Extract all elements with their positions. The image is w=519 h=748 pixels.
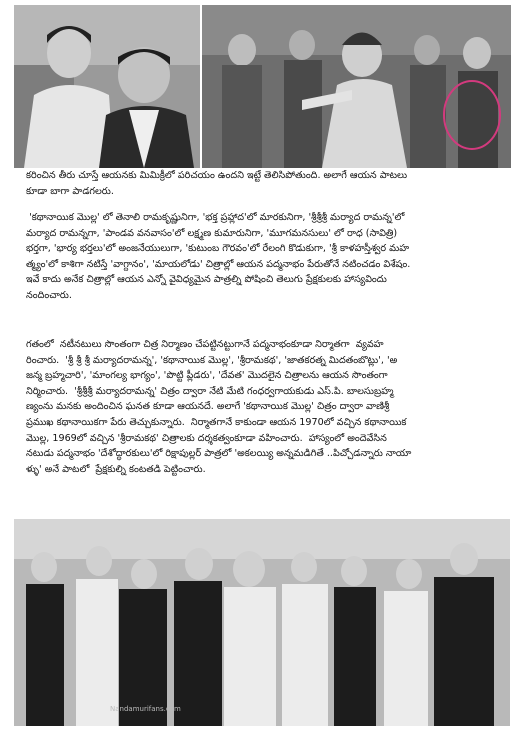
paragraph-line: నిర్మించారు. 'శ్రీశ్రీశ్రీ మర్యాదరామన్న' చిత్రం ద్వారా నేటి మేటి గంధర్వగాయకుడు ఎస్.పి. బాలసుబ్రహ్మ: [26, 385, 394, 397]
paragraph-line: భర్తగా, 'భార్య భర్తలు'లో అంజనేయులుగా, 'కుటుంబ గౌరవం'లో రేలంగి కొడుకుగా, 'శ్రీ కాళహస్తీశ్వర మహ: [26, 243, 410, 255]
photo-film-scene: [202, 5, 511, 168]
paragraph-line: ణ్యంను మనకు అందించిన ఘనత కూడా ఆయనదే. అలాగే 'కథానాయిక మొల్ల' చిత్రం ద్వారా వాణిశ్రీ: [26, 401, 390, 413]
paragraph-line: జన్మ బ్రహ్మచారి', 'మాంగల్య భాగ్యం', 'పొట్టి ప్లీడరు', 'దేవత' మొదలైన చిత్రాలను ఆయన సొంతంగా: [26, 370, 388, 382]
photo-two-men: [14, 5, 200, 168]
paragraph-line: మొల్ల, 1969లో వచ్చిన 'శ్రీరామకథ' చిత్రాలకు దర్శకత్వంకూడా వహించారు. హాస్యంలో అందెవేసిన: [26, 432, 387, 444]
paragraph-line: నటుడు పద్మనాభం 'దేశోద్ధారకులు'లో రిక్షాపుల్లర్ పాత్రలో 'అకలయ్యి అన్నమడిగితే ..పిచ్చోడన్నారు నాయా: [26, 448, 412, 460]
paragraph-line: కరించిన తీరు చూస్తే ఆయనకు మిమిక్రీలో పరిచయం ఉందని ఇట్టే తెలిసిపోతుంది. అలాగే ఆయన పాటలు: [26, 170, 408, 181]
paragraph-line: ఇవే కాదు అనేక చిత్రాల్లో ఆయన ఎన్నో వైవిధ్యమైన పాత్రల్ని పోషించి తెలుగు ప్రేక్షకులకు హాస్యవిందు: [26, 274, 387, 286]
watermark: Nandamurifans.com: [110, 705, 181, 713]
paragraph-3: [26, 337, 508, 477]
paragraph-2: [26, 210, 508, 304]
paragraph-line: 'కథానాయిక మొల్ల' లో తెనాలి రామకృష్ణునిగా, 'భక్త ప్రహ్లాద'లో మారకునిగా, 'శ్రీశ్రీశ్రీ మర్యాద రామన్న'లో: [26, 212, 405, 223]
paragraph-line: నందించారు.: [26, 289, 72, 301]
paragraph-line: మర్యాద రామన్నగా, 'పాండవ వనవాసం'లో లక్ష్మణ కుమారునిగా, 'మూగమనసులు' లో రాధ (సావిత్రి): [26, 227, 398, 239]
paragraph-line: ళ్ళు' అనే పాటలో ప్రేక్షకుల్ని కంటతడి పెట్టించారు.: [26, 463, 206, 475]
photo-group: [14, 519, 510, 726]
paragraph-line: ప్రముఖ కథానాయికగా పేరు తెచ్చుకున్నారు. నిర్మాతగానే కాకుండా ఆయన 1970లో వచ్చిన కథానాయిక: [26, 416, 407, 428]
paragraph-line: రించారు. 'శ్రీ శ్రీ శ్రీ మర్యాదరామన్న', 'కథానాయిక మొల్ల', 'శ్రీరామకథ', 'జాతకరత్న మిదతంబొట్లు', 'అ: [26, 354, 398, 366]
paragraph-line: త్మ్యం'లో కాశిగా నటిస్తే 'వాగ్దానం', 'మాయలోడు' చిత్రాల్లో ఆయన పద్మనాభం పేరుతోనే నటించడం విశేషం.: [26, 258, 411, 270]
paragraph-line: గతంలో నటీనటులు సొంతంగా చిత్ర నిర్మాణం చేపట్టినట్టుగానే పద్మనాభంకూడా నిర్మాతగా వ్యవహ: [26, 339, 384, 350]
paragraph-line: కూడా బాగా పాడగలరు.: [26, 185, 114, 197]
paragraph-1: [26, 168, 508, 199]
